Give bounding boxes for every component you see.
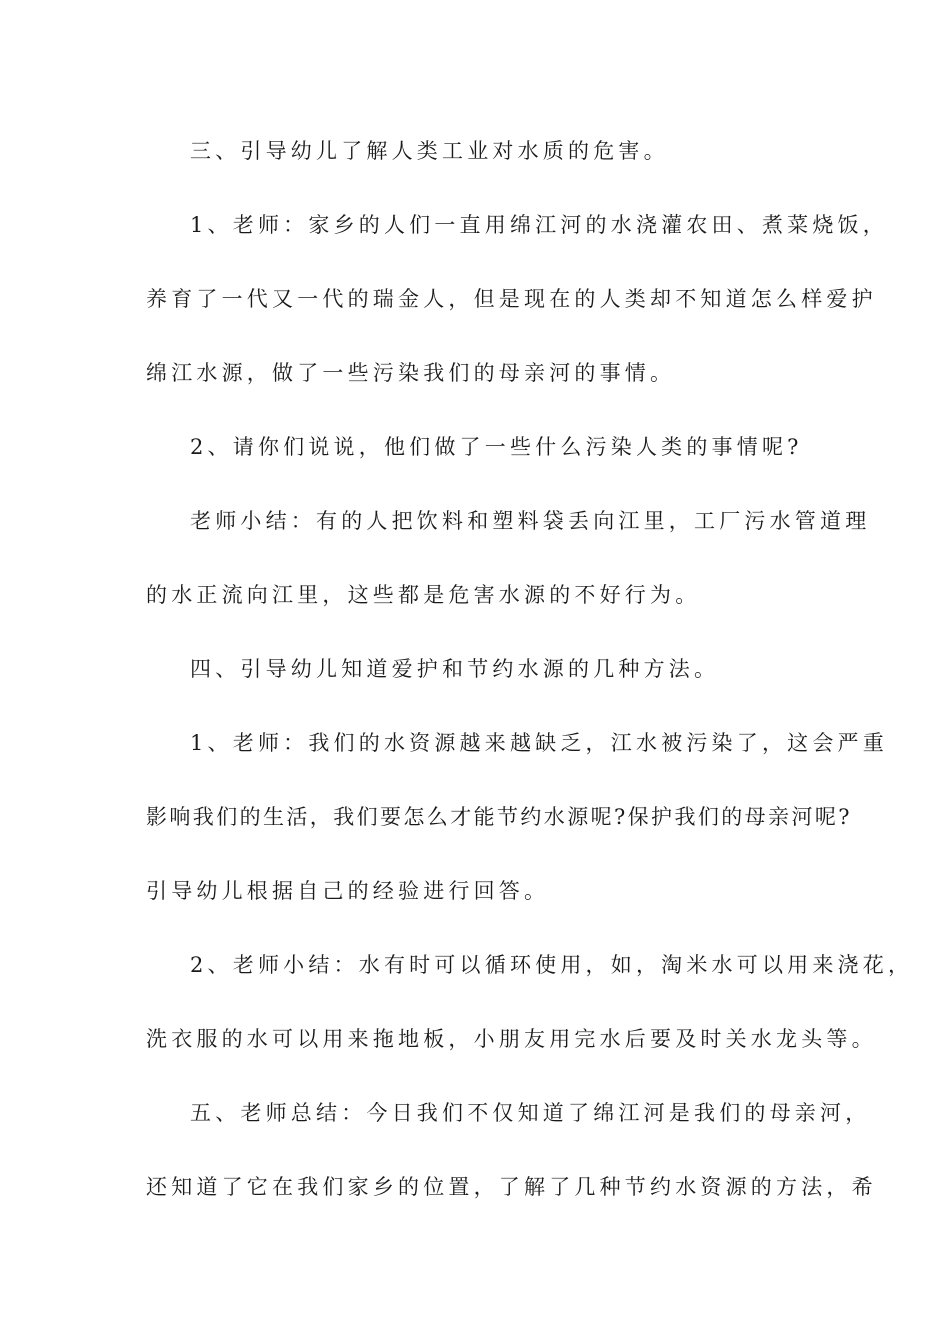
paragraph-line: 洗衣服的水可以用来拖地板，小朋友用完水后要及时关水龙头等。 — [146, 1027, 877, 1051]
section-heading-5: 五、老师总结：今日我们不仅知道了绵江河是我们的母亲河， — [190, 1101, 871, 1125]
paragraph-line: 1、老师：我们的水资源越来越缺乏，江水被污染了，这会严重 — [190, 731, 888, 755]
paragraph-line: 养育了一代又一代的瑞金人，但是现在的人类却不知道怎么样爱护 — [146, 287, 877, 311]
paragraph-line: 引导幼儿根据自己的经验进行回答。 — [146, 879, 550, 903]
paragraph-line: 2、老师小结：水有时可以循环使用，如，淘米水可以用来浇花， — [190, 953, 914, 977]
paragraph-line: 的水正流向江里，这些都是危害水源的不好行为。 — [146, 583, 701, 607]
paragraph-line: 还知道了它在我们家乡的位置，了解了几种节约水资源的方法，希 — [146, 1175, 877, 1199]
paragraph-line: 影响我们的生活，我们要怎么才能节约水源呢?保护我们的母亲河呢? — [146, 805, 852, 829]
section-heading-3: 三、引导幼儿了解人类工业对水质的危害。 — [190, 139, 669, 163]
section-heading-4: 四、引导幼儿知道爱护和节约水源的几种方法。 — [190, 657, 720, 681]
paragraph-line: 老师小结：有的人把饮料和塑料袋丢向江里，工厂污水管道理 — [190, 509, 871, 533]
paragraph-line: 2、请你们说说，他们做了一些什么污染人类的事情呢? — [190, 435, 803, 459]
paragraph-line: 绵江水源，做了一些污染我们的母亲河的事情。 — [146, 361, 676, 385]
paragraph-line: 1、老师：家乡的人们一直用绵江河的水浇灌农田、煮菜烧饭， — [190, 213, 888, 237]
